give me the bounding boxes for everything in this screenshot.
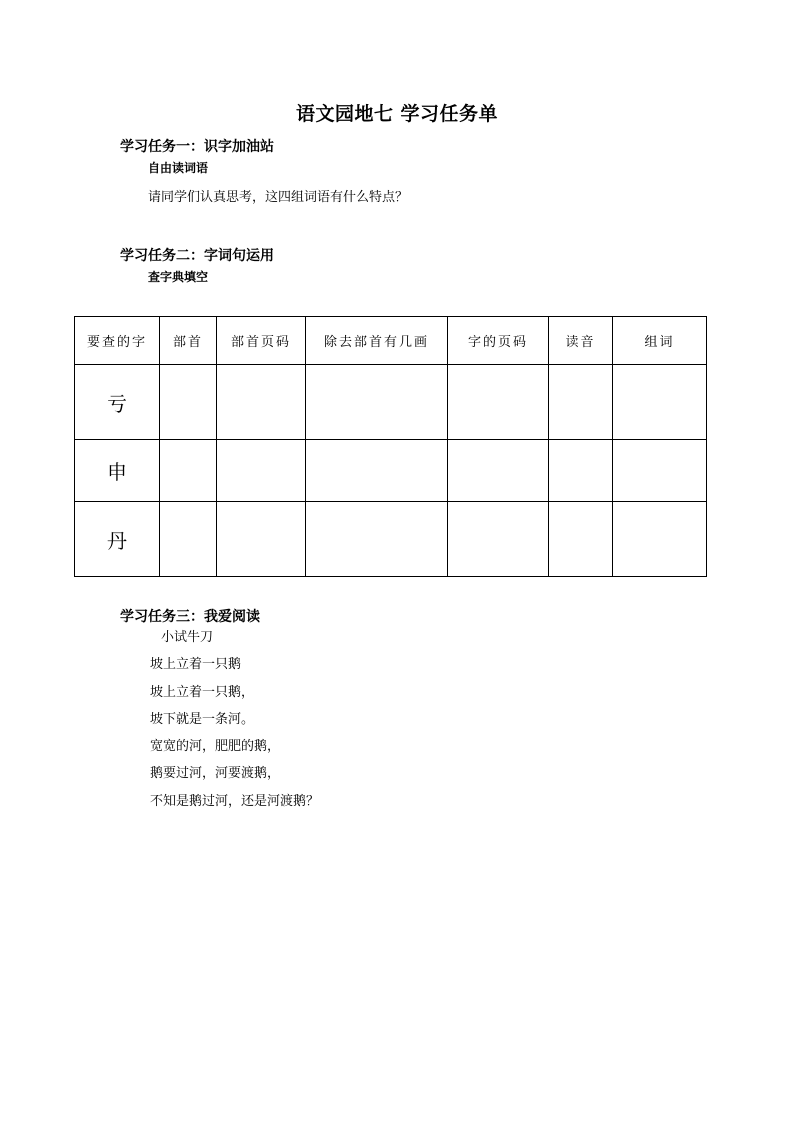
poem-line: 坡下就是一条河。 [150,712,255,727]
table-row [75,502,707,577]
header-cell-char: 要查的字 [75,317,160,365]
blank-cell[interactable] [160,502,217,577]
header-cell-radical-page: 部首页码 [217,317,306,365]
blank-cell[interactable] [306,440,448,502]
header-cell-pronunciation: 读音 [549,317,613,365]
dictionary-table [74,316,707,577]
blank-cell[interactable] [217,440,306,502]
row-char: 申 [75,440,160,502]
header-cell-radical: 部首 [160,317,217,365]
header-cell-words: 组词 [613,317,707,365]
task1-subheading: 自由读词语 [148,161,209,175]
blank-cell[interactable] [448,440,549,502]
table-row [75,365,707,440]
table-header-row [75,317,707,365]
blank-cell[interactable] [549,440,613,502]
blank-cell[interactable] [613,440,707,502]
blank-cell[interactable] [613,365,707,440]
table-row [75,440,707,502]
header-cell-char-page: 字的页码 [448,317,549,365]
row-char: 丹 [75,502,160,577]
poem-line: 坡上立着一只鹅， [150,685,255,700]
page-title: 语文园地七 学习任务单 [295,103,499,125]
task1-question: 请同学们认真思考，这四组词语有什么特点？ [148,190,409,205]
blank-cell[interactable] [448,365,549,440]
blank-cell[interactable] [448,502,549,577]
blank-cell[interactable] [549,502,613,577]
blank-cell[interactable] [217,502,306,577]
blank-cell[interactable] [160,440,217,502]
task2-subheading: 查字典填空 [148,270,209,284]
blank-cell[interactable] [549,365,613,440]
blank-cell[interactable] [217,365,306,440]
poem-line: 鹅要过河，河要渡鹅， [150,766,281,781]
poem-title: 小试牛刀 [161,630,214,645]
task2-heading: 学习任务二：字词句运用 [120,248,274,264]
row-char: 亏 [75,365,160,440]
task3-heading: 学习任务三：我爱阅读 [120,609,260,625]
blank-cell[interactable] [306,365,448,440]
poem-line: 坡上立着一只鹅 [150,657,242,672]
poem-line: 不知是鹅过河，还是河渡鹅？ [150,794,320,809]
header-cell-strokes: 除去部首有几画 [306,317,448,365]
blank-cell[interactable] [160,365,217,440]
blank-cell[interactable] [613,502,707,577]
task1-heading: 学习任务一：识字加油站 [120,139,274,155]
blank-cell[interactable] [306,502,448,577]
poem-line: 宽宽的河，肥肥的鹅， [150,739,281,754]
